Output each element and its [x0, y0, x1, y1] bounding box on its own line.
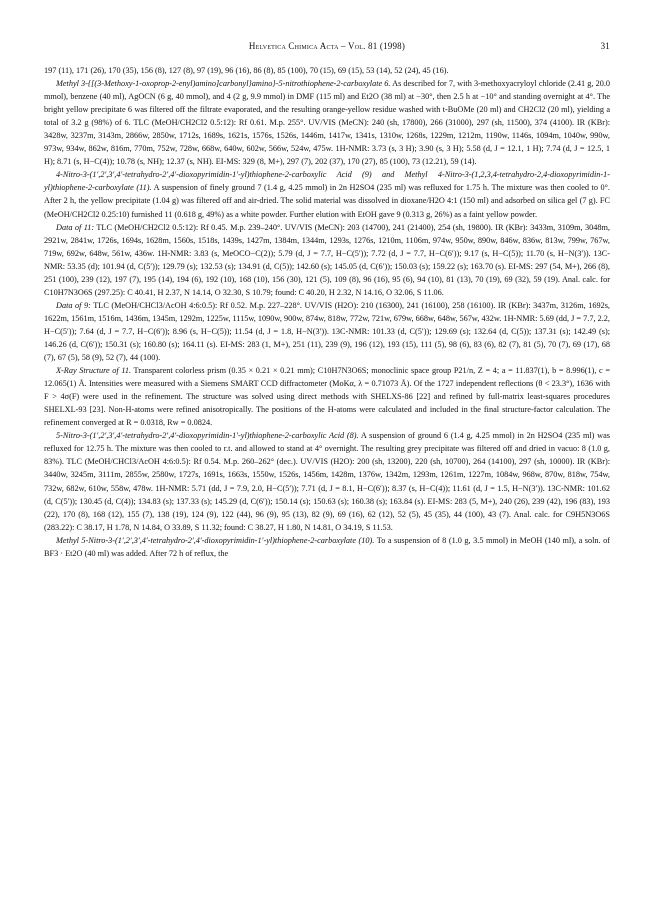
section-heading: Methyl 5-Nitro-3-(1′,2′,3′,4′-tetrahydro-2′,4′-dioxopyrimidin-1′-yl)thiophene-2-carboxylate (10). [56, 535, 375, 545]
document-page [44, 40, 610, 560]
section-heading: Methyl 3-{[(3-Methoxy-1-oxoprop-2-enyl)amino]carbonyl}amino}-5-nitrothiophene-2-carboxylate 6. [56, 79, 391, 89]
paragraph [44, 221, 610, 299]
paragraph [44, 77, 610, 168]
paragraph [44, 299, 610, 364]
paragraph-text: A suspension of finely ground 7 (1.4 g, 4.25 mmol) in 2n H2SO4 (235 ml) was refluxed for 1.75 h. The mixture was then cooled to 0°. After 2 h, the yellow precipitate (1.04 g) was filtered off and air-dried. The solid material was dissolved in dioxane/H2O 4:1 (150 ml) and adsorbed on silica gel (7 g). FC (MeOH/CH2Cl2 0.25:10) furnished 11 (0.618 g, 49%) as a white powder. Further elution with EtOH gave 9 (0.313 g, 26%) as a faint yellow powder. [44, 183, 610, 219]
paragraph-text: 197 (11), 171 (26), 170 (35), 156 (8), 127 (8), 97 (19), 96 (16), 86 (8), 85 (100), 70 (15), 69 (15), 53 (14), 52 (24), 45 (16). [44, 66, 449, 75]
journal-title: Helvetica Chimica Acta – Vol. 81 (1998) [248, 41, 406, 51]
section-heading: 5-Nitro-3-(1′,2′,3′,4′-tetrahydro-2′,4′-dioxopyrimidin-1′-yl)thiophene-2-carboxylic Acid (8). [56, 431, 359, 441]
paragraph [44, 429, 610, 533]
section-heading: Data of 9: [56, 300, 91, 310]
page-number: 31 [600, 41, 610, 51]
paragraph [44, 64, 610, 77]
paragraph [44, 168, 610, 220]
paragraph-text: TLC (MeOH/CHCl3/AcOH 4:6:0.5): Rf 0.52. M.p. 227–228°. UV/VIS (H2O): 210 (16300), 241 (16100), 258 (16100). IR (KBr): 3437m, 3126m, 1692s, 1622m, 1561m, 1516m, 1436m, 1345m, 1292m, 1225w, 1115w, 1090w, 900w, 874w, 818w, 772w, 721w, 679w, 668w, 648w, 567w, 432w. 1H-NMR: 5.69 (dd, J = 7.7, 2.2, H−C(5′)); 7.64 (d, J = 7.7, H−C(6′)); 8.96 (s, H−C(5)); 11.54 (d, J = 1.8, H−N(3′)). 13C-NMR: 101.33 (d, C(5′)); 129.69 (s); 132.64 (d, C(5)); 137.31 (s); 142.49 (s); 146.26 (d, C(6′)); 150.31 (s); 160.80 (s); 164.11 (s). EI-MS: 283 (1, M+), 251 (11), 239 (9), 196 (12), 193 (15), 111 (5), 98 (6), 83 (6), 82 (7), 81 (5), 70 (7), 69 (17), 68 (7), 67 (5), 58 (9), 52 (7), 44 (100). [44, 300, 610, 363]
paragraph-text: TLC (MeOH/CH2Cl2 0.5:12): Rf 0.45. M.p. 239–240°. UV/VIS (MeCN): 203 (14700), 241 (21400), 254 (sh, 19800). IR (KBr): 3433m, 3109m, 3048m, 2921w, 2841w, 1726s, 1694s, 1628m, 1560s, 1518s, 1439s, 1427m, 1384m, 1344m, 1293s, 1276s, 1210m, 1106m, 974w, 950w, 890w, 846w, 836w, 813w, 799w, 767w, 719w, 692w, 648w, 561w, 436w. 1H-NMR: 3.83 (s, MeOCO−C(2)); 5.79 (d, J = 7.7, H−C(5′)); 7.72 (d, J = 7.7, H−C(6′)); 9.17 (s, H−C(5)); 11.70 (s, H−N(3′)). 13C-NMR: 53.35 (d); 101.94 (d, C(5′)); 129.79 (s); 132.53 (s); 134.91 (d, C(5)); 142.60 (s); 145.05 (d, C(6′)); 150.03 (s); 159.22 (s); 163.70 (s). EI-MS: 297 (54, M+), 266 (8), 251 (100), 239 (12), 197 (7), 195 (14), 194 (6), 192 (10), 168 (10), 156 (30), 121 (5), 109 (8), 96 (16), 95 (6), 94 (10), 81 (13), 70 (19), 69 (32), 59 (19). Anal. calc. for C10H7N3O6S (297.25): C 40.41, H 2.37, N 14.14, O 32.30, S 10.79; found: C 40.20, H 2.32, N 14.16, O 32.06, S 11.06. [44, 222, 610, 297]
paragraph [44, 364, 610, 429]
paragraph-text: A suspension of ground 6 (1.4 g, 4.25 mmol) in 2n H2SO4 (235 ml) was refluxed for 12.75 h. The mixture was then cooled to r.t. and allowed to stand at 4° overnight. The resulting grey precipitate was filtered off and dried in vacuo: 8 (1.0 g, 83%). TLC (MeOH/CHCl3/AcOH 4:6:0.5): Rf 0.54. M.p. 260–262° (dec.). UV/VIS (H2O): 200 (sh, 13200), 220 (sh, 10700), 264 (14100), 297 (sh, 10000). IR (KBr): 3440w, 3245m, 3111m, 2855w, 2580w, 1727s, 1691s, 1663s, 1550w, 1526s, 1456m, 1428m, 1376w, 1342m, 1293m, 1261m, 1227m, 1084w, 968w, 870w, 818w, 754w, 732w, 682w, 610w, 558w, 478w. 1H-NMR: 5.71 (dd, J = 7.9, 2.0, H−C(5′)); 7.71 (d, J = 8.1, H−C(6′)); 8.37 (s, H−C(4)); 11.61 (d, J = 1.5, H−N(3′)). 13C-NMR: 101.62 (d, C(5′)); 130.45 (d, C(4)); 134.83 (s); 137.33 (s); 145.29 (d, C(6′)); 150.14 (s); 150.63 (s); 160.38 (s); 163.84 (s). EI-MS: 283 (5, M+), 240 (26), 239 (42), 196 (83), 193 (22), 170 (8), 168 (12), 155 (7), 138 (19), 124 (9), 122 (44), 96 (9), 95 (13), 82 (9), 69 (16), 62 (12), 52 (5), 45 (35), 44 (100), 43 (7). Anal. calc. for C9H5N3O6S (283.22): C 38.17, H 1.78, N 14.84, O 33.89, S 11.32; found: C 38.27, H 1.80, N 14.81, O 34.19, S 11.53. [44, 431, 610, 532]
paragraph [44, 534, 610, 560]
section-heading: 4-Nitro-3-(1′,2′,3′,4′-tetrahydro-2′,4′-dioxopyrimidin-1′-yl)thiophene-2-carboxylic Acid (9) and Methyl 4-Nitro-3-(1,2,3,4-tetrahydro-2,4-dioxopyrimidin-1-yl)thiophene-2-carboxylate (11). [44, 170, 610, 193]
paragraph-text: To a suspension of 8 (1.0 g, 3.5 mmol) in MeOH (140 ml), a soln. of BF3 · Et2O (40 ml) was added. After 72 h of reflux, the [44, 535, 610, 558]
paragraph-text: Transparent colorless prism (0.35 × 0.21 × 0.21 mm); C10H7N3O6S; monoclinic space group P21/n, Z = 4; a = 11.837(1), b = 8.996(1), c = 12.065(1) Å. Intensities were measured with a Siemens SMART CCD diffractometer (MoKα, λ = 0.71073 Å). Of the 1727 independent reflections (θ < 23.3°), 1636 with F > 4σ(F) were used in the refinement. The structure was solved using direct methods with SHELXS-86 [22] and refined by full-matrix least-squares procedures SHELXL-93 [23]. Non-H-atoms were refined anisotropically. The positions of the H-atoms were calculated and included in the final structure-factor calculation. The refinement converged at R = 0.0318, Rw = 0.0824. [44, 366, 610, 428]
paragraph-text: As described for 7, with 3-methoxyacryloyl chloride (2.41 g, 20.0 mmol), benzene (40 ml), AgOCN (6 g, 40 mmol), and 4 (2 g, 9.9 mmol) in DMF (115 ml) and Et2O (38 ml) at −30°, then 2.5 h at −10° and standing overnight at 4°. The bright yellow precipitate 6 was filtered off the filtrate evaporated, and the resulting orange-yellow residue washed with t-BuOMe (20 ml) and CH2Cl2 (20 ml), yielding a total of 3.2 g (98%) of 6. TLC (MeOH/CH2Cl2 0.5:12): Rf 0.61. M.p. 255°. UV/VIS (MeCN): 240 (sh, 17800), 266 (31000), 297 (sh, 11500), 374 (4100). IR (KBr): 3428w, 3237m, 3143m, 2866w, 2850w, 1712s, 1689s, 1621s, 1576s, 1526s, 1446m, 1417w, 1341s, 1310w, 1268s, 1229m, 1212m, 1190w, 1146s, 1094m, 1040w, 990w, 973w, 934w, 862w, 816m, 770m, 752w, 728w, 668w, 640w, 602w, 566w, 524w, 475w. 1H-NMR: 3.73 (s, 3 H); 3.90 (s, 3 H); 5.58 (d, J = 12.1, 1 H); 7.74 (d, J = 12.5, 1 H); 8.71 (s, H−C(4)); 10.78 (s, NH); 12.37 (s, NH). EI-MS: 329 (8, M+), 297 (7), 202 (37), 170 (27), 85 (100), 73 (12.21), 59 (14). [44, 79, 611, 167]
section-heading: Data of 11: [56, 222, 95, 232]
running-header [44, 40, 610, 64]
section-heading: X-Ray Structure of 11. [56, 366, 132, 376]
